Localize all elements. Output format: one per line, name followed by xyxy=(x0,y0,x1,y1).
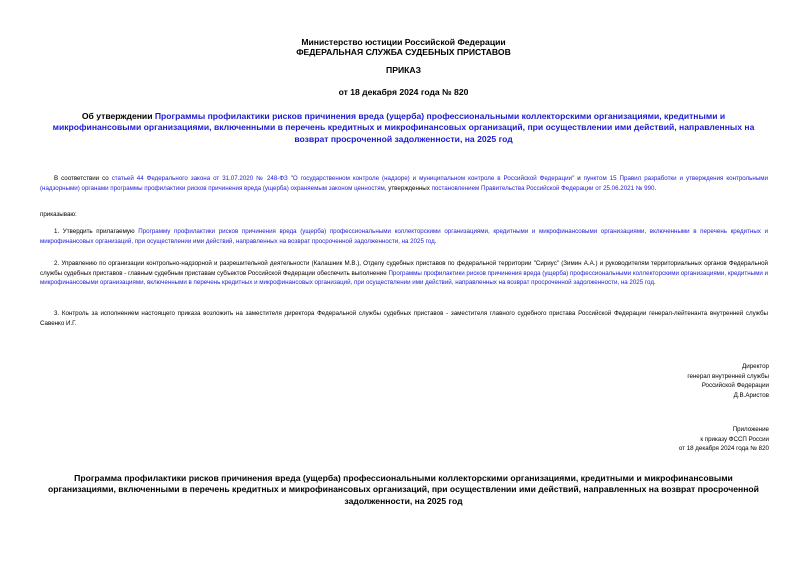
preamble-text-3: , утвержденных xyxy=(384,184,432,192)
preamble-paragraph xyxy=(40,174,768,193)
preamble-text-4: . xyxy=(654,184,657,192)
signature-block xyxy=(687,362,769,400)
preamble-text-2: и xyxy=(574,175,584,182)
service-name: ФЕДЕРАЛЬНАЯ СЛУЖБА СУДЕБНЫХ ПРИСТАВОВ xyxy=(296,47,511,57)
order-item-3: 3. Контроль за исполнением настоящего приказа возложить на заместителя директора Федеральной службы судебных приставов - заместителя главного судебного пристава Российской Федерации генерал-лейтенанта внутренней службы Савенко И.Г. xyxy=(40,310,768,327)
signer-name: Д.В.Аристов xyxy=(733,391,769,399)
title-prefix: Об утверждении xyxy=(81,111,155,121)
signer-rank-country: Российской Федерации xyxy=(701,382,769,390)
ministry-name: Министерство юстиции Российской Федерации xyxy=(301,37,506,47)
item-1-program-link[interactable]: Программу профилактики рисков причинения вреда (ущерба) профессиональными коллекторскими организациями, кредитными и микрофинансовыми организациями, включенными в перечень кредитных и микрофинансовых организаций, при осуществлении ими действий, направленных на возврат просроченной задолженности, на 2025 год xyxy=(40,228,768,245)
appendix-label: Приложение xyxy=(732,426,769,433)
preamble-text-1: В соответствии со xyxy=(54,175,112,182)
document-date: от 18 декабря 2024 года № 820 xyxy=(338,87,469,97)
appendix-block xyxy=(679,425,769,454)
item-2-program-link[interactable]: Программы профилактики рисков причинения вреда (ущерба) профессиональными коллекторскими организациями, кредитными и микрофинансовыми организациями, включенными в перечень кредитных и микрофинансовых организаций, при осуществлении ими действий, направленных на возврат просроченной задолженности, на 2025 год xyxy=(40,269,768,287)
document-header xyxy=(0,37,807,57)
program-title: Программа профилактики рисков причинения вреда (ущерба) профессиональными коллекторскими организациями, кредитными и микрофинансовыми организациями, включенными в перечень кредитных и микрофинансовых организаций, при осуществлении ими действий, направленных на возврат просроченной задолженности, на 2025 год xyxy=(48,473,759,506)
signer-position: Директор xyxy=(742,363,769,370)
rules-item-15-link[interactable]: пунктом 15 Правил разработки и утверждения контрольными (надзорными) органами программы профилактики рисков причинения вреда (ущерба) охраняемым законом ценностям xyxy=(40,175,768,192)
appendix-order-ref: к приказу ФССП России xyxy=(700,435,769,443)
order-item-1 xyxy=(40,227,768,246)
signer-rank: генерал внутренней службы xyxy=(687,372,769,380)
title-program-link[interactable]: Программы профилактики рисков причинения вреда (ущерба) профессиональными коллекторскими организациями, кредитными и микрофинансовыми организациями, включенными в перечень кредитных и микрофинансовых организаций, при осуществлении ими действий, направленных на возврат просроченной задолженности, на 2025 год xyxy=(52,111,755,144)
document-title xyxy=(40,111,767,145)
government-resolution-990-link[interactable]: постановлением Правительства Российской Федерации от 25.06.2021 № 990 xyxy=(431,184,655,192)
item-2-end: . xyxy=(653,279,656,287)
appendix-date: от 18 декабря 2024 года № 820 xyxy=(678,445,769,453)
item-1-end: . xyxy=(434,237,437,245)
law-248-fz-link[interactable]: статьей 44 Федерального закона от 31.07.2020 № 248-ФЗ "О государственном контроле (надзоре) и муниципальном контроле в Российской Федерации" xyxy=(111,175,575,182)
order-item-2 xyxy=(40,259,768,288)
item-1-text: 1. Утвердить прилагаемую xyxy=(54,228,139,235)
order-word: приказываю: xyxy=(40,211,77,218)
document-type: ПРИКАЗ xyxy=(386,65,421,75)
item-2-text: 2. Управлению по организации контрольно-надзорной и разрешительной деятельности (Калашник М.В.), Отделу судебных приставов по федеральной территории "Сириус" (Зимин А.А.) и руководителям территориальных органов Федеральной службы судебных приставов - главным судебным приставам субъектов Российской Федерации обеспечить выполнение xyxy=(40,260,768,277)
